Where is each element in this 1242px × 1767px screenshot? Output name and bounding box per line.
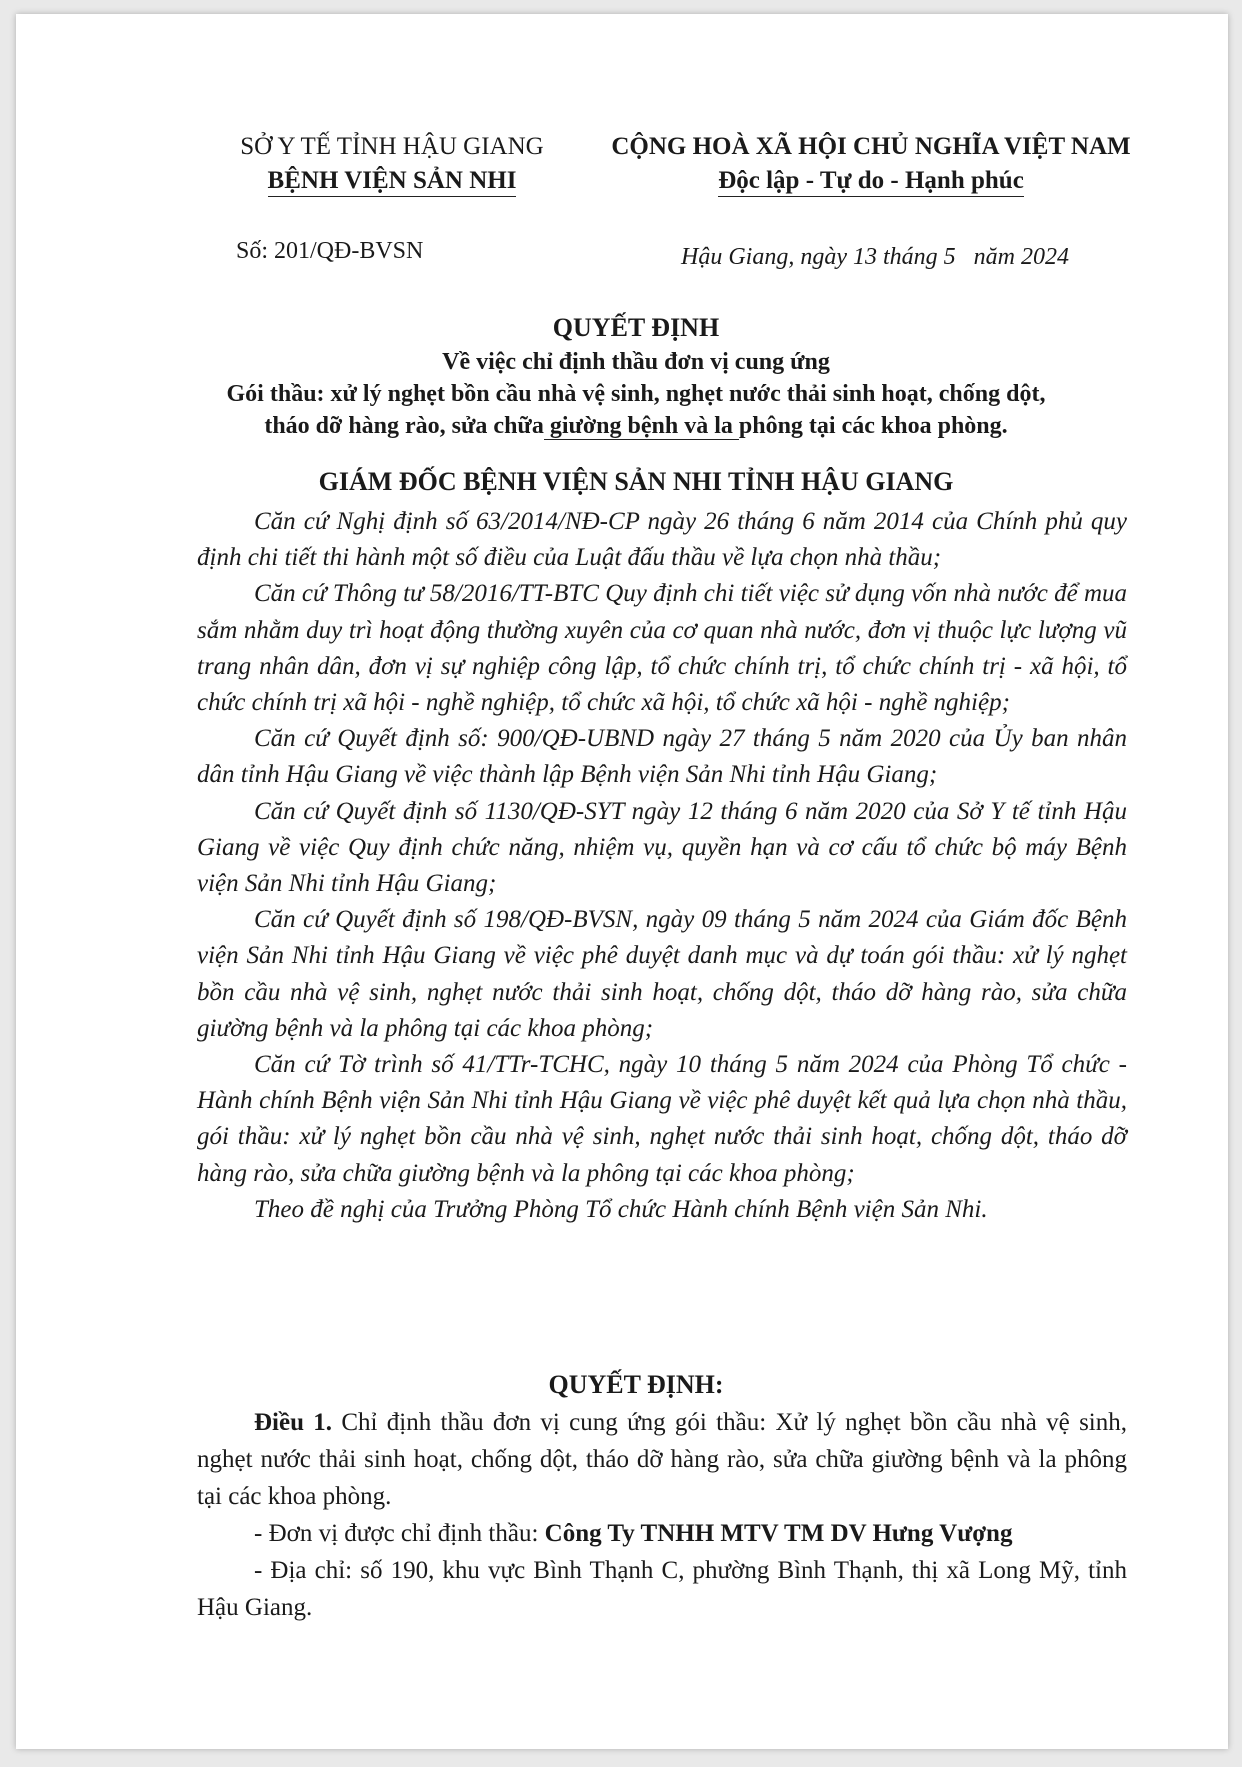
document-number: Số: 201/QĐ-BVSN bbox=[236, 238, 424, 264]
package-line-2-part-a: tháo dỡ hàng rào, sửa chữa bbox=[264, 413, 544, 439]
package-line-2 bbox=[116, 410, 1156, 442]
article-1-text: Chỉ định thầu đơn vị cung ứng gói thầu: Xử lý nghẹt bồn cầu nhà vệ sinh, nghẹt nước thải sinh hoạt, chống dột, tháo dỡ hàng rào, sửa chữa giường bệnh và la phông tại các khoa phòng. bbox=[197, 1409, 1127, 1510]
document-type: QUYẾT ĐỊNH bbox=[552, 313, 720, 342]
legal-basis-item: Căn cứ Nghị định số 63/2014/NĐ-CP ngày 26 tháng 6 năm 2014 của Chính phủ quy định chi tiết thi hành một số điều của Luật đấu thầu về lựa chọn nhà thầu; bbox=[197, 508, 1127, 572]
document-page bbox=[16, 14, 1228, 1749]
place-date: Hậu Giang, ngày 13 tháng 5 năm 2024 bbox=[681, 244, 1069, 270]
legal-basis-item: Căn cứ Quyết định số: 900/QĐ-UBND ngày 27 tháng 5 năm 2020 của Ủy ban nhân dân tỉnh Hậu Giang về việc thành lập Bệnh viện Sản Nhi tỉnh Hậu Giang; bbox=[197, 725, 1127, 789]
package-line-2-part-c: phông tại các khoa phòng. bbox=[738, 413, 1008, 439]
decision-articles bbox=[197, 1404, 1127, 1626]
legal-basis-item: Căn cứ Thông tư 58/2016/TT-BTC Quy định chi tiết việc sử dụng vốn nhà nước để mua sắm nhằm duy trì hoạt động thường xuyên của cơ quan nhà nước, đơn vị thuộc lực lượng vũ trang nhân dân, đơn vị sự nghiệp công lập, tổ chức chính trị, tổ chức chính trị - xã hội, tổ chức chính trị xã hội - nghề nghiệp, tổ chức xã hội, tổ chức xã hội - nghề nghiệp; bbox=[197, 580, 1127, 717]
article-1 bbox=[197, 1404, 1127, 1515]
article-1-label: Điều 1. bbox=[254, 1409, 333, 1436]
legal-bases bbox=[197, 504, 1127, 1228]
decision-heading: QUYẾT ĐỊNH: bbox=[548, 1370, 724, 1399]
contractor-line bbox=[197, 1515, 1127, 1552]
legal-basis-item: Căn cứ Quyết định số 198/QĐ-BVSN, ngày 09 tháng 5 năm 2024 của Giám đốc Bệnh viện Sản Nhi tỉnh Hậu Giang về việc phê duyệt danh mục và dự toán gói thầu: xử lý nghẹt bồn cầu nhà vệ sinh, nghẹt nước thải sinh hoạt, chống dột, tháo dỡ hàng rào, sửa chữa giường bệnh và la phông tại các khoa phòng; bbox=[197, 906, 1127, 1042]
legal-basis-item: Theo đề nghị của Trưởng Phòng Tổ chức Hành chính Bệnh viện Sản Nhi. bbox=[254, 1195, 988, 1223]
contractor-name: Công Ty TNHH MTV TM DV Hưng Vượng bbox=[544, 1520, 1013, 1547]
country-name: CỘNG HOÀ XÃ HỘI CHỦ NGHĨA VIỆT NAM bbox=[611, 133, 1131, 160]
legal-basis-item: Căn cứ Tờ trình số 41/TTr-TCHC, ngày 10 tháng 5 năm 2024 của Phòng Tổ chức - Hành chính Bệnh viện Sản Nhi tỉnh Hậu Giang về việc phê duyệt kết quả lựa chọn nhà thầu, gói thầu: xử lý nghẹt bồn cầu nhà vệ sinh, nghẹt nước thải sinh hoạt, chống dột, tháo dỡ hàng rào, sửa chữa giường bệnh và la phông tại các khoa phòng; bbox=[197, 1051, 1127, 1187]
hospital-name: BỆNH VIỆN SẢN NHI bbox=[268, 166, 517, 197]
national-motto: Độc lập - Tự do - Hạnh phúc bbox=[718, 166, 1024, 197]
package-line-2-underlined: giường bệnh và la bbox=[543, 413, 739, 439]
authority-heading: GIÁM ĐỐC BỆNH VIỆN SẢN NHI TỈNH HẬU GIANG bbox=[318, 467, 954, 496]
title-block bbox=[116, 310, 1156, 442]
package-line-1: Gói thầu: xử lý nghẹt bồn cầu nhà vệ sinh, nghẹt nước thải sinh hoạt, chống dột, bbox=[226, 381, 1046, 407]
contractor-address: - Địa chỉ: số 190, khu vực Bình Thạnh C, phường Bình Thạnh, thị xã Long Mỹ, tỉnh Hậu Giang. bbox=[197, 1557, 1127, 1621]
department-name: SỞ Y TẾ TỈNH HẬU GIANG bbox=[240, 133, 544, 160]
document-subject: Về việc chỉ định thầu đơn vị cung ứng bbox=[442, 349, 830, 375]
contractor-label: - Đơn vị được chỉ định thầu: bbox=[254, 1520, 545, 1547]
national-header bbox=[576, 130, 1166, 198]
legal-basis-item: Căn cứ Quyết định số 1130/QĐ-SYT ngày 12 tháng 6 năm 2020 của Sở Y tế tỉnh Hậu Giang về việc Quy định chức năng, nhiệm vụ, quyền hạn và cơ cấu tổ chức bộ máy Bệnh viện Sản Nhi tỉnh Hậu Giang; bbox=[197, 797, 1127, 898]
issuer-block bbox=[212, 130, 572, 198]
